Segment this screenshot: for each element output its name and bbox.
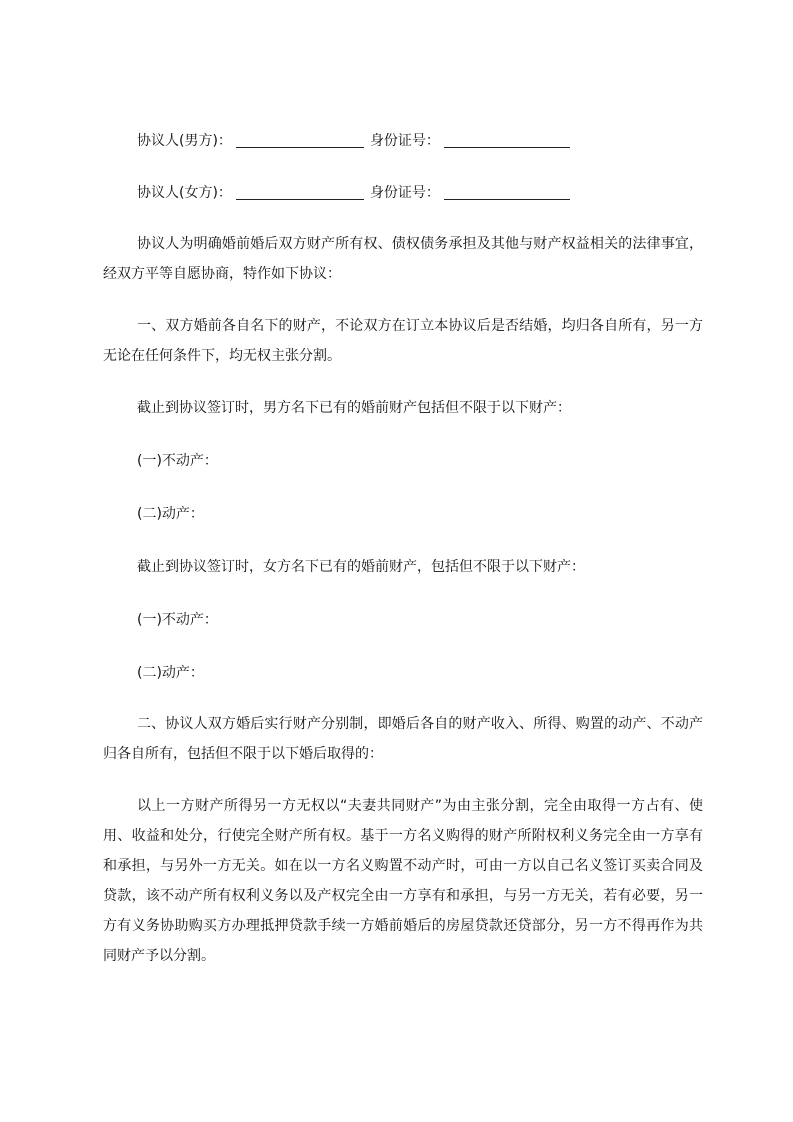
male-movables-item: (二)动产： [137, 506, 204, 522]
clause-one-paragraph: 一、双方婚前各自名下的财产，不论双方在订立本协议后是否结婚，均归各自所有，另一方无论在任何条件下，均无权主张分割。 [103, 318, 703, 364]
male-name-blank [236, 133, 364, 148]
male-party-label: 协议人(男方)： [137, 133, 232, 149]
male-property-intro: 截止到协议签订时，男方名下已有的婚前财产包括但不限于以下财产： [137, 400, 571, 416]
female-id-label: 身份证号： [369, 185, 440, 201]
female-real-estate-item: (一)不动产： [137, 612, 218, 628]
male-id-label: 身份证号： [369, 133, 440, 149]
clause-two-paragraph: 二、协议人双方婚后实行财产分别制，即婚后各自的财产收入、所得、购置的动产、不动产归各自所有，包括但不限于以下婚后取得的： [103, 716, 703, 762]
male-real-estate-item: (一)不动产： [137, 453, 218, 469]
male-id-blank [444, 133, 570, 148]
female-movables-item: (二)动产： [137, 665, 204, 681]
intro-paragraph: 协议人为明确婚前婚后双方财产所有权、债权债务承担及其他与财产权益相关的法律事宜，经双方平等自愿协商，特作如下协议： [103, 236, 703, 282]
female-property-intro: 截止到协议签订时，女方名下已有的婚前财产，包括但不限于以下财产： [137, 559, 585, 575]
clause-two-detail-paragraph: 以上一方财产所得另一方无权以“夫妻共同财产”为由主张分割，完全由取得一方占有、使用、收益和处分，行使完全财产所有权。基于一方名义购得的财产所附权利义务完全由一方享有和承担，与另外一方无关。如在以一方名义购置不动产时，可由一方以自己名义签订买卖合同及贷款，该不动产所有权利义务以及产权完全由一方享有和承担，与另一方无关，若有必要，另一方有义务协助购买方办理抵押贷款手续一方婚前婚后的房屋贷款还贷部分，另一方不得再作为共同财产予以分割。 [103, 798, 703, 964]
male-party-line [137, 131, 570, 151]
female-name-blank [236, 185, 364, 200]
female-party-line [137, 183, 570, 203]
female-id-blank [444, 185, 570, 200]
female-party-label: 协议人(女方)： [137, 185, 232, 201]
